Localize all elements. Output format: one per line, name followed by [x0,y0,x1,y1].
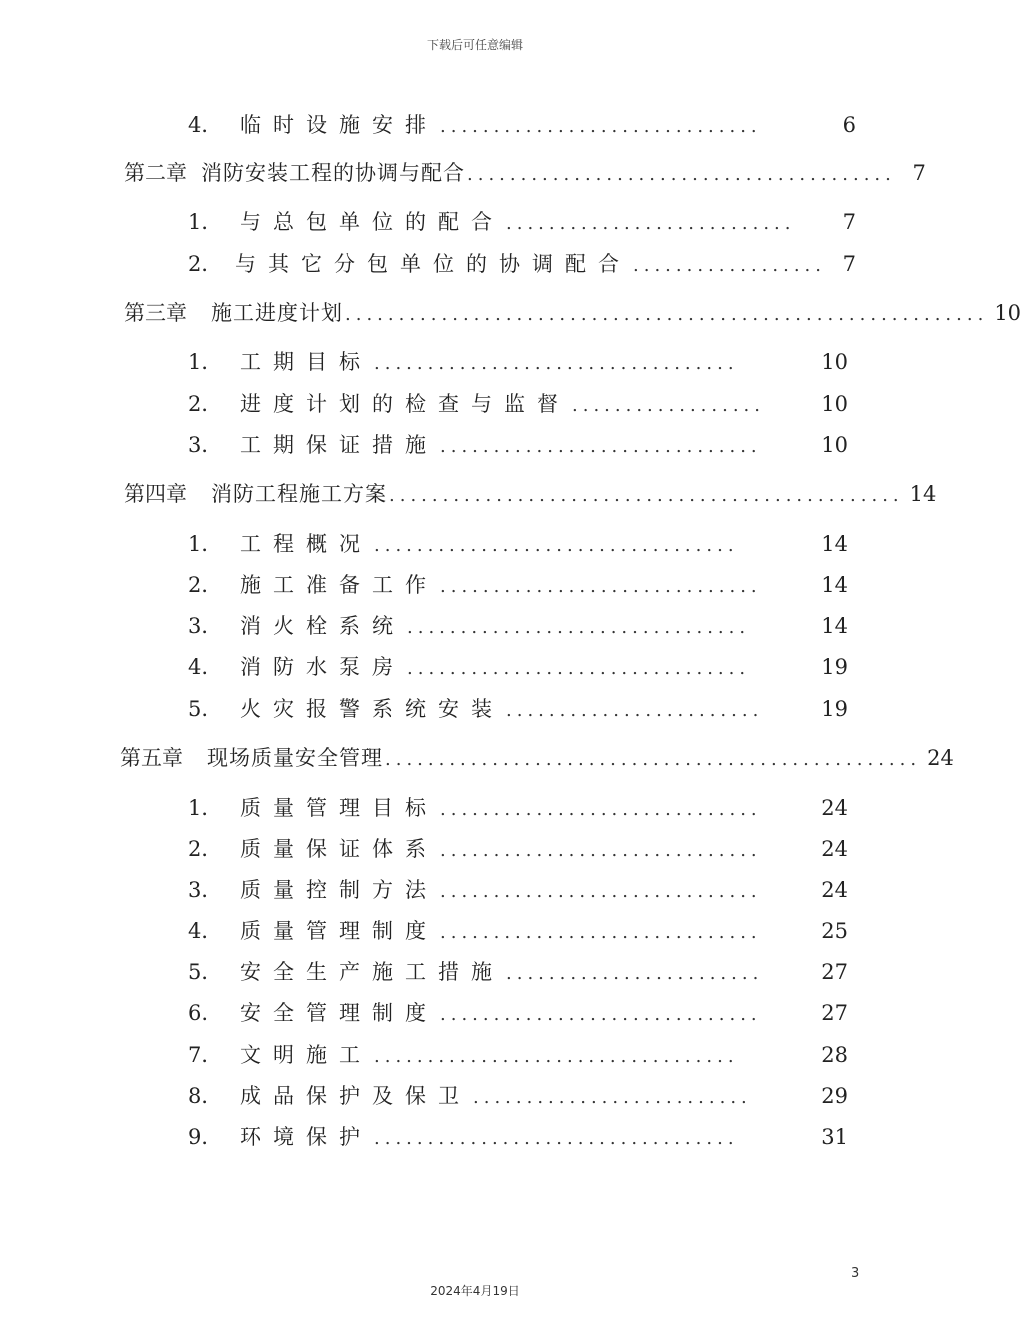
toc-chapter-label: 第四章 [124,482,187,506]
toc-entry-title: 火灾报警系统安装 [240,697,504,721]
toc-entry[interactable] [188,1082,848,1110]
toc-entry-number: 1． [188,532,223,556]
toc-entry-leader: .................................. [374,535,739,556]
toc-entry-leader: ........................ [506,700,764,721]
toc-chapter-entry[interactable] [120,744,954,772]
toc-entry-number: 5. [188,697,209,721]
toc-entry-number: 5． [188,960,223,984]
toc-entry-page: 14 [909,482,937,506]
toc-entry[interactable] [188,876,848,904]
toc-entry-title: 消防工程施工方案 [211,482,387,506]
toc-chapter-entry[interactable] [124,299,1021,327]
toc-chapter-entry[interactable] [124,480,937,508]
toc-entry-page: 7 [842,252,856,276]
page-number: 3 [851,1266,860,1281]
toc-entry-leader: .............................. [440,576,762,597]
page-footer-date: 2024年4月19日 [430,1284,520,1298]
toc-entry[interactable] [188,111,856,139]
toc-entry-title: 临时设施安排 [240,113,438,137]
toc-entry-number: 1． [188,210,223,234]
toc-entry-page: 14 [821,573,848,597]
toc-chapter-label: 第五章 [120,746,183,770]
toc-entry-number: 3． [188,614,223,638]
toc-entry[interactable] [188,917,848,945]
toc-entry-number: 7． [188,1043,223,1067]
toc-entry-number: 2． [188,252,223,276]
toc-entry-title: 工程概况 [240,532,372,556]
toc-entry-title: 环境保护 [240,1125,372,1149]
toc-entry[interactable] [188,1041,848,1069]
toc-entry-title: 安全生产施工措施 [240,960,504,984]
toc-entry-number: 1． [188,350,223,374]
toc-entry[interactable] [188,390,848,418]
toc-entry-title: 消防安装工程的协调与配合 [201,161,465,185]
toc-entry[interactable] [188,653,848,681]
toc-entry-leader: ............................................................ [345,304,989,325]
toc-entry-page: 28 [821,1043,848,1067]
toc-entry[interactable] [188,695,848,723]
toc-entry-number: 8． [188,1084,223,1108]
toc-entry[interactable] [188,530,848,558]
toc-entry[interactable] [188,835,848,863]
toc-entry-page: 24 [821,837,848,861]
toc-entry[interactable] [188,1123,848,1151]
toc-entry-title: 工期保证措施 [240,433,438,457]
toc-entry[interactable] [188,208,856,236]
toc-entry-title: 安全管理制度 [240,1001,438,1025]
toc-chapter-label: 第二章 [124,161,187,185]
toc-entry-page: 14 [821,532,848,556]
page-header: 下载后可任意编辑 [426,38,523,52]
toc-entry-page: 7 [912,161,926,185]
toc-entry[interactable] [188,571,848,599]
toc-entry-page: 10 [821,392,848,416]
toc-entry-title: 与总包单位的配合 [240,210,504,234]
toc-entry-leader: .............................. [440,840,762,861]
toc-entry-page: 24 [821,878,848,902]
toc-entry-number: 4． [188,113,223,137]
toc-entry-title: 质量管理目标 [240,796,438,820]
toc-entry-number: 9． [188,1125,223,1149]
toc-entry-leader: .............................. [440,799,762,820]
toc-entry-page: 6 [842,113,856,137]
toc-entry-page: 31 [821,1125,848,1149]
toc-entry-title: 施工准备工作 [240,573,438,597]
toc-entry-leader: ................................ [407,617,751,638]
toc-entry-leader: .............................. [440,116,762,137]
toc-entry-number: 1． [188,796,223,820]
toc-entry[interactable] [188,794,848,822]
toc-entry-leader: ................................ [407,658,751,679]
toc-entry-number: 3． [188,878,223,902]
toc-entry-leader: .................. [633,255,826,276]
toc-entry[interactable] [188,999,848,1027]
toc-chapter-label: 第三章 [124,301,187,325]
toc-entry-number: 2． [188,837,223,861]
toc-chapter-entry[interactable] [124,159,926,187]
toc-entry-title: 质量控制方法 [240,878,438,902]
toc-entry-title: 进度计划的检查与监督 [240,392,570,416]
toc-entry-leader: ................................................ [389,485,904,506]
toc-entry-page: 10 [821,433,848,457]
toc-entry-number: 2． [188,392,223,416]
toc-entry[interactable] [188,431,848,459]
toc-entry-leader: .......................... [473,1087,752,1108]
toc-entry-leader: .................. [572,395,765,416]
toc-entry-leader: .................................. [374,1046,739,1067]
toc-entry-number: 4． [188,919,223,943]
toc-entry-number: 2． [188,573,223,597]
toc-entry-leader: .............................. [440,436,762,457]
toc-entry-page: 24 [927,746,954,770]
toc-entry-title: 现场质量安全管理 [207,746,383,770]
toc-entry-title: 与其它分包单位的协调配合 [235,252,631,276]
toc-entry-title: 施工进度计划 [211,301,343,325]
toc-entry-leader: .................................. [374,1128,739,1149]
toc-entry-page: 24 [821,796,848,820]
toc-entry-title: 文明施工 [240,1043,372,1067]
toc-entry-page: 19 [821,697,848,721]
toc-entry[interactable] [188,958,848,986]
toc-entry[interactable] [188,250,856,278]
toc-entry-leader: ........................................ [467,164,896,185]
toc-entry-leader: .............................. [440,1004,762,1025]
toc-entry-leader: .................................. [374,353,739,374]
toc-entry-title: 质量保证体系 [240,837,438,861]
toc-entry-number: 3． [188,433,223,457]
toc-entry-title: 消火栓系统 [240,614,405,638]
toc-entry-number: 6. [188,1001,209,1025]
toc-entry-page: 27 [821,960,848,984]
toc-entry-title: 工期目标 [240,350,372,374]
toc-entry-leader: ........................... [506,213,796,234]
toc-entry[interactable] [188,612,848,640]
toc-entry-number: 4. [188,655,209,679]
toc-entry[interactable] [188,348,848,376]
toc-entry-page: 10 [994,301,1021,325]
toc-entry-page: 25 [821,919,848,943]
toc-entry-page: 7 [842,210,856,234]
toc-entry-leader: .............................. [440,881,762,902]
toc-entry-page: 14 [821,614,848,638]
toc-entry-leader: ........................ [506,963,764,984]
toc-entry-title: 质量管理制度 [240,919,438,943]
toc-entry-leader: .............................. [440,922,762,943]
toc-entry-page: 27 [821,1001,848,1025]
toc-entry-page: 10 [821,350,848,374]
toc-entry-title: 消防水泵房 [240,655,405,679]
toc-entry-title: 成品保护及保卫 [240,1084,471,1108]
toc-entry-page: 19 [821,655,848,679]
toc-entry-page: 29 [821,1084,848,1108]
toc-entry-leader: .................................................. [385,749,922,770]
